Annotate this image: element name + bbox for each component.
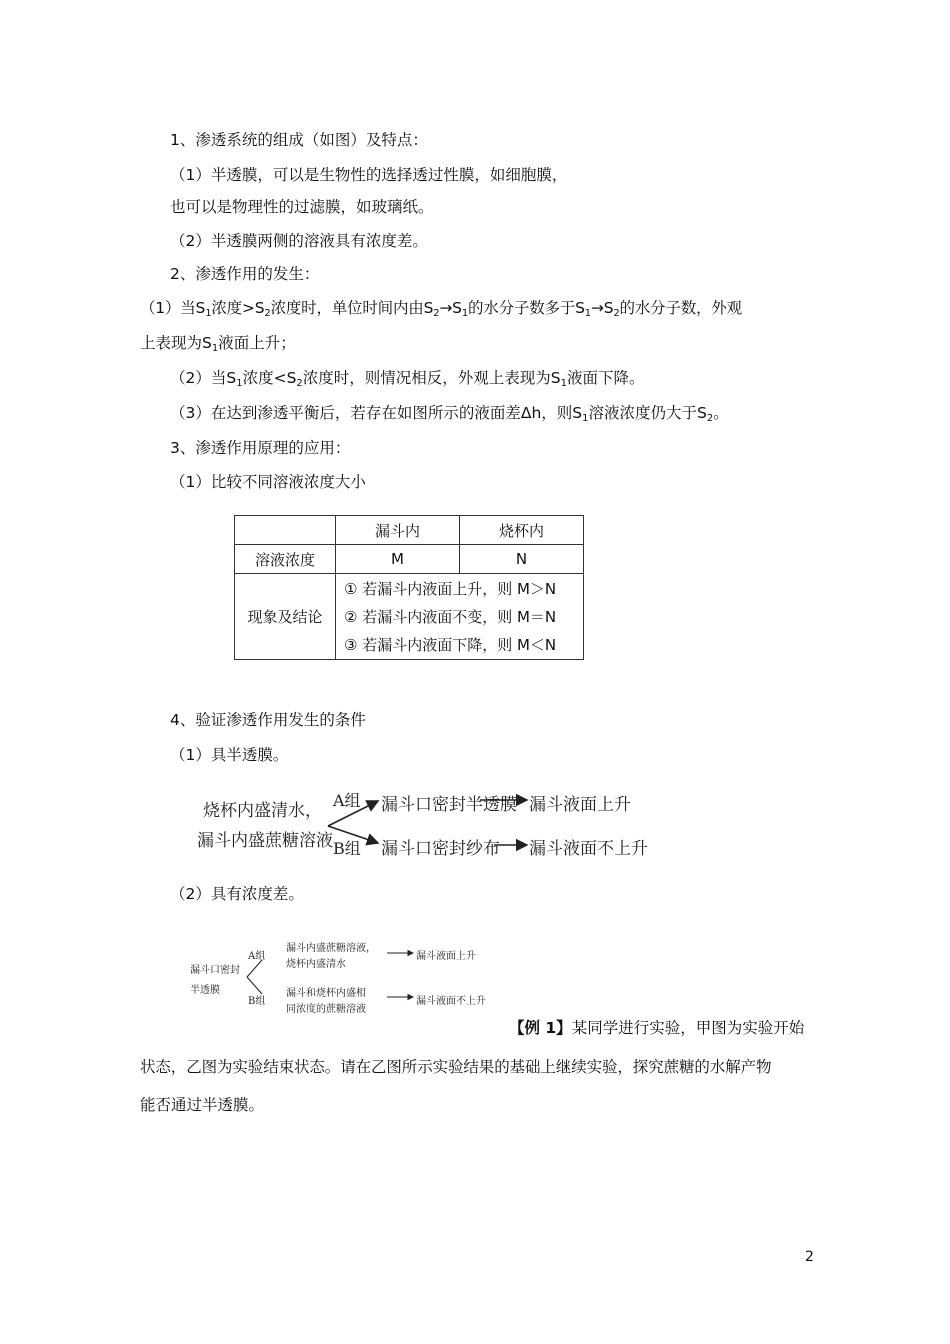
section4-title: 4、验证渗透作用发生的条件	[170, 711, 366, 729]
section2-title: 2、渗透作用的发生：	[170, 265, 320, 283]
table-row-label-conclusion: 现象及结论	[235, 574, 336, 660]
section1-point2: （2）半透膜两侧的溶液具有浓度差。	[170, 232, 428, 250]
section4-point2: （2）具有浓度差。	[170, 885, 304, 903]
section2-line1: （1）当$S_1$浓度$>S_2$浓度时，单位时间内由$S_2\to S_1$的水分子数多于$S_1\to S_2$的水分子数，外观	[140, 299, 742, 319]
example-line1: 【例 1】某同学进行实验，甲图为实验开始	[509, 1019, 805, 1037]
table-header-beaker: 烧杯内	[460, 516, 584, 545]
d1-a-step: 漏斗口密封半透膜	[381, 795, 517, 815]
concentration-table	[234, 515, 584, 660]
section3-point1: （1）比较不同溶液浓度大小	[170, 473, 366, 491]
d2-a-step1: 漏斗内盛蔗糖溶液，	[286, 943, 376, 954]
table-conclusions-cell	[336, 574, 584, 660]
d2-b-result: 漏斗液面不上升	[416, 996, 486, 1007]
d2-branch-a-line	[247, 960, 262, 977]
table-cell-m: M	[336, 545, 460, 574]
d1-left-line2: 漏斗内盛蔗糖溶液	[197, 831, 333, 851]
d1-left-line1: 烧杯内盛清水，	[203, 801, 322, 821]
page-number: 2	[805, 1249, 814, 1265]
section1-point1-cont: 也可以是物理性的过滤膜，如玻璃纸。	[170, 198, 434, 216]
conclusion-3: ③ 若漏斗内液面下降，则 M＜N	[344, 635, 557, 654]
section1-title: 1、渗透系统的组成（如图）及特点：	[170, 131, 428, 149]
d2-b-step1: 漏斗和烧杯内盛相	[286, 988, 366, 999]
section3-title: 3、渗透作用原理的应用：	[170, 439, 351, 457]
d2-left-line2: 半透膜	[190, 985, 220, 996]
section2-line3: （3）在达到渗透平衡后，若存在如图所示的液面差Δh，则$S_1$溶液浓度仍大于$S_2$。	[170, 404, 729, 424]
d2-b-step2: 同浓度的蔗糖溶液	[286, 1004, 366, 1015]
d1-b-result: 漏斗液面不上升	[529, 839, 648, 859]
d2-left-line1: 漏斗口密封	[190, 965, 240, 976]
example-label: 【例 1】	[509, 1019, 572, 1037]
conclusion-2: ② 若漏斗内液面不变，则 M＝N	[344, 607, 557, 626]
section2-line1-cont: 上表现为$S_1$液面上升；	[140, 334, 296, 354]
table-row-label-concentration: 溶液浓度	[235, 545, 336, 574]
table-corner-cell	[235, 516, 336, 545]
table-header-funnel: 漏斗内	[336, 516, 460, 545]
table-cell-n: N	[460, 545, 584, 574]
section2-line2: （2）当$S_1$浓度$<S_2$浓度时，则情况相反，外观上表现为$S_1$液面下降。	[170, 369, 645, 389]
d2-a-result: 漏斗液面上升	[416, 951, 476, 962]
example-line2: 状态，乙图为实验结束状态。请在乙图所示实验结果的基础上继续实验，探究蔗糖的水解产物	[140, 1058, 772, 1076]
conclusion-1: ① 若漏斗内液面上升，则 M＞N	[344, 579, 557, 598]
section4-point1: （1）具半透膜。	[170, 746, 289, 764]
d1-a-result: 漏斗液面上升	[529, 795, 631, 815]
example-line3: 能否通过半透膜。	[140, 1096, 265, 1114]
d2-group-a: A组	[248, 951, 266, 962]
section1-point1: （1）半透膜，可以是生物性的选择透过性膜，如细胞膜，	[170, 166, 568, 184]
d2-a-step2: 烧杯内盛清水	[286, 959, 346, 970]
d1-b-step: 漏斗口密封纱布	[381, 839, 500, 859]
d2-group-b: B组	[248, 996, 266, 1007]
d1-group-b: B组	[333, 839, 361, 858]
d1-group-a: A组	[333, 791, 361, 810]
